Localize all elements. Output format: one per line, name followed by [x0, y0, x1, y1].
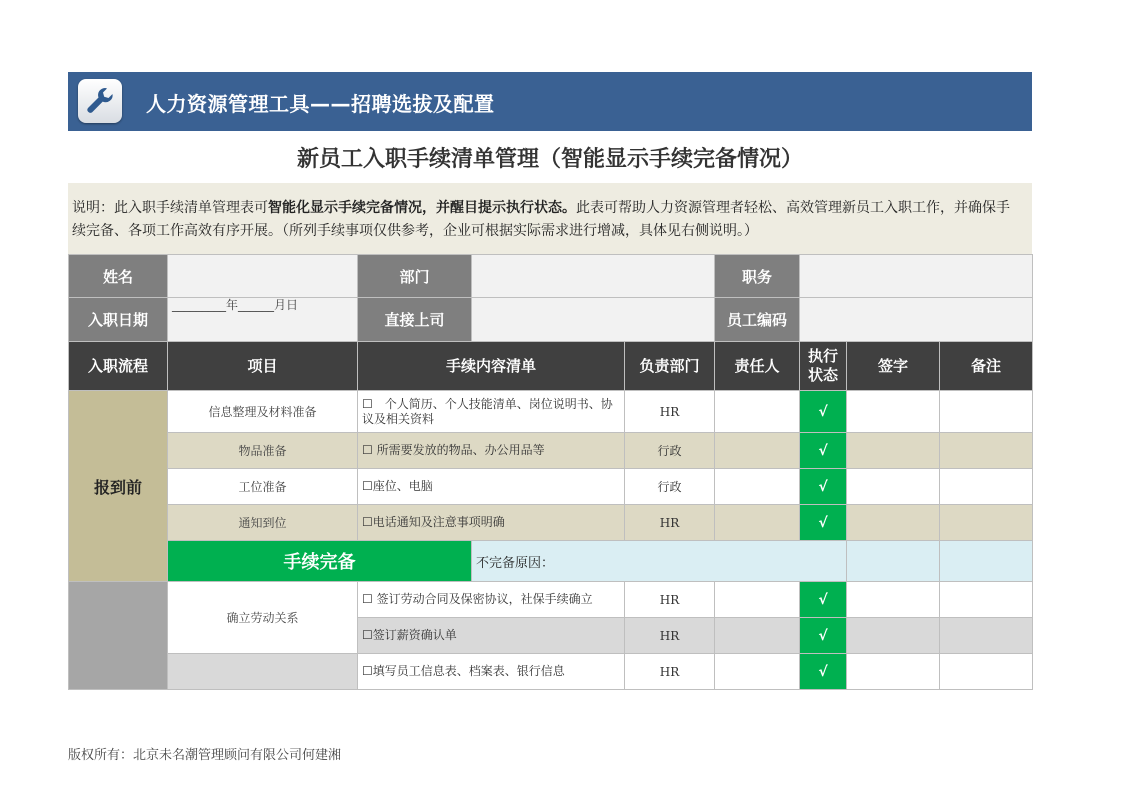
- stage-before-arrival: 报到前: [69, 391, 168, 582]
- header-remark: 备注: [940, 342, 1033, 391]
- remark-cell[interactable]: [940, 582, 1033, 618]
- header-owner: 责任人: [715, 342, 800, 391]
- owner-cell[interactable]: [715, 391, 800, 433]
- header-sign: 签字: [847, 342, 940, 391]
- dept-cell: HR: [625, 618, 715, 654]
- owner-cell[interactable]: [715, 469, 800, 505]
- supervisor-label: 直接上司: [358, 298, 472, 342]
- header-item: 项目: [168, 342, 358, 391]
- content-cell: ☐ 个人简历、个人技能清单、岗位说明书、协议及相关资料: [358, 391, 625, 433]
- dept-cell: HR: [625, 582, 715, 618]
- dept-cell: HR: [625, 391, 715, 433]
- note-prefix: 说明：此入职手续清单管理表可: [72, 200, 268, 216]
- reason-remark-cell: [940, 541, 1033, 582]
- header-banner: [68, 72, 1032, 131]
- content-cell: ☐填写员工信息表、档案表、银行信息: [358, 654, 625, 690]
- join-date-field[interactable]: _________年______月日: [168, 298, 358, 342]
- item-cell: [168, 654, 358, 690]
- dept-cell: 行政: [625, 469, 715, 505]
- remark-cell[interactable]: [940, 505, 1033, 541]
- status-check: √: [800, 582, 847, 618]
- join-date-label: 入职日期: [69, 298, 168, 342]
- item-cell: 确立劳动关系: [168, 582, 358, 654]
- owner-cell[interactable]: [715, 618, 800, 654]
- name-field[interactable]: [168, 255, 358, 298]
- item-cell: 工位准备: [168, 469, 358, 505]
- sign-cell[interactable]: [847, 433, 940, 469]
- emp-id-label: 员工编码: [715, 298, 800, 342]
- incomplete-reason[interactable]: 不完备原因：: [472, 541, 847, 582]
- dept-field[interactable]: [472, 255, 715, 298]
- name-label: 姓名: [69, 255, 168, 298]
- status-check: √: [800, 433, 847, 469]
- sign-cell[interactable]: [847, 582, 940, 618]
- content-cell: ☐签订薪资确认单: [358, 618, 625, 654]
- wrench-icon: [78, 79, 122, 123]
- status-check: √: [800, 618, 847, 654]
- remark-cell[interactable]: [940, 469, 1033, 505]
- status-check: √: [800, 505, 847, 541]
- status-check: √: [800, 469, 847, 505]
- header-status: 执行状态: [800, 342, 847, 391]
- stage-after-arrival: [69, 582, 168, 690]
- header-flow: 入职流程: [69, 342, 168, 391]
- content-cell: ☐ 所需要发放的物品、办公用品等: [358, 433, 625, 469]
- dept-cell: HR: [625, 654, 715, 690]
- note-suffix: 此表可帮助人力资源管理者轻松、高效管理新员工入职工作，并确保手续完备、各项工作高效有序开展。（所列手续事项仅供参考，企业可根据实际需求进行增减，具体见右侧说明。）: [72, 200, 1010, 239]
- reason-sign-cell: [847, 541, 940, 582]
- sign-cell[interactable]: [847, 469, 940, 505]
- remark-cell[interactable]: [940, 654, 1033, 690]
- copyright: 版权所有：北京未名潮管理顾问有限公司何建湘: [68, 748, 342, 763]
- owner-cell[interactable]: [715, 582, 800, 618]
- content-cell: ☐座位、电脑: [358, 469, 625, 505]
- position-label: 职务: [715, 255, 800, 298]
- item-cell: 通知到位: [168, 505, 358, 541]
- remark-cell[interactable]: [940, 433, 1033, 469]
- sign-cell[interactable]: [847, 618, 940, 654]
- complete-status: 手续完备: [168, 541, 472, 582]
- remark-cell[interactable]: [940, 391, 1033, 433]
- dept-cell: HR: [625, 505, 715, 541]
- position-field[interactable]: [800, 255, 1033, 298]
- note-bold: 智能化显示手续完备情况，并醒目提示执行状态。: [268, 200, 576, 216]
- description-note: [68, 183, 1032, 254]
- onboarding-table: [68, 254, 1033, 690]
- owner-cell[interactable]: [715, 505, 800, 541]
- sign-cell[interactable]: [847, 505, 940, 541]
- item-cell: 物品准备: [168, 433, 358, 469]
- dept-label: 部门: [358, 255, 472, 298]
- banner-title: 人力资源管理工具——招聘选拔及配置: [146, 92, 495, 116]
- status-check: √: [800, 654, 847, 690]
- supervisor-field[interactable]: [472, 298, 715, 342]
- remark-cell[interactable]: [940, 618, 1033, 654]
- content-cell: ☐电话通知及注意事项明确: [358, 505, 625, 541]
- dept-cell: 行政: [625, 433, 715, 469]
- header-dept: 负责部门: [625, 342, 715, 391]
- sign-cell[interactable]: [847, 391, 940, 433]
- sign-cell[interactable]: [847, 654, 940, 690]
- emp-id-field[interactable]: [800, 298, 1033, 342]
- owner-cell[interactable]: [715, 433, 800, 469]
- owner-cell[interactable]: [715, 654, 800, 690]
- content-cell: ☐ 签订劳动合同及保密协议，社保手续确立: [358, 582, 625, 618]
- status-check: √: [800, 391, 847, 433]
- page-title: 新员工入职手续清单管理（智能显示手续完备情况）: [296, 147, 803, 172]
- item-cell: 信息整理及材料准备: [168, 391, 358, 433]
- header-content: 手续内容清单: [358, 342, 625, 391]
